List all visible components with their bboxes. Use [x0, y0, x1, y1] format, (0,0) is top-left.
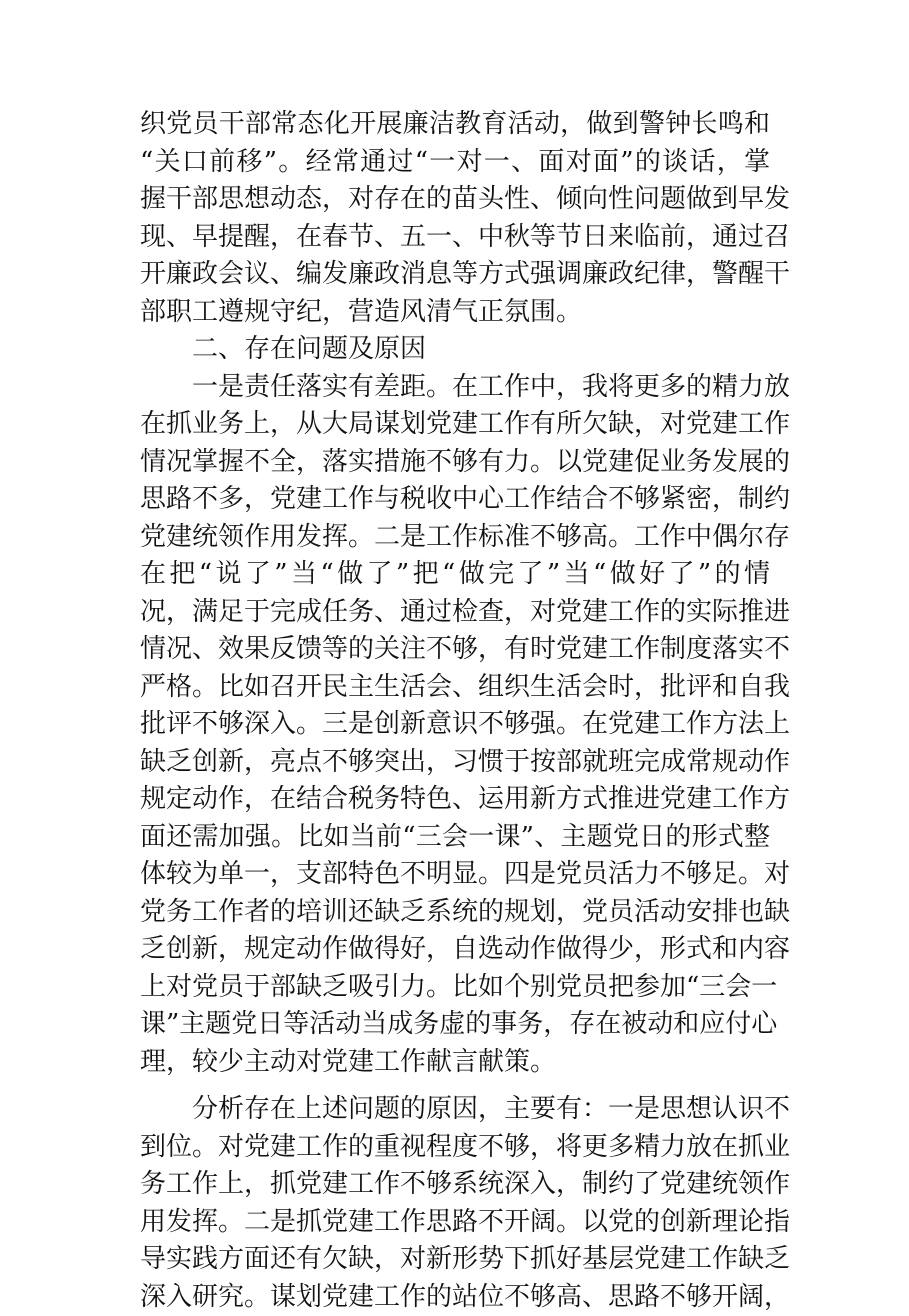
text-line: 情况、效果反馈等的关注不够，有时党建工作制度落实不: [140, 631, 770, 669]
text-line: 导实践方面还有欠缺，对新形势下抓好基层党建工作缺乏: [140, 1241, 770, 1279]
section-heading: [140, 331, 770, 369]
section-heading-text: 二、存在问题及原因: [140, 331, 770, 369]
text-line: 体较为单一，支部特色不明显。四是党员活力不够足。对: [140, 856, 770, 894]
paragraph-integrity-education: [140, 106, 770, 331]
text-line: 情况掌握不全，落实措施不够有力。以党建促业务发展的: [140, 444, 770, 482]
text-line: 务工作上，抓党建工作不够系统深入，制约了党建统领作: [140, 1166, 770, 1204]
text-line: 用发挥。二是抓党建工作思路不开阔。以党的创新理论指: [140, 1204, 770, 1242]
text-line: 握干部思想动态，对存在的苗头性、倾向性问题做到早发: [140, 181, 770, 219]
paragraph-causes: [140, 1091, 770, 1316]
text-line: 上对党员于部缺乏吸引力。比如个别党员把参加“三会一: [140, 969, 770, 1007]
text-line: 乏创新，规定动作做得好，自选动作做得少，形式和内容: [140, 931, 770, 969]
text-line: 织党员干部常态化开展廉洁教育活动，做到警钟长鸣和: [140, 106, 770, 144]
text-line: 党务工作者的培训还缺乏系统的规划，党员活动安排也缺: [140, 894, 770, 932]
text-line: 批评不够深入。三是创新意识不够强。在党建工作方法上: [140, 706, 770, 744]
text-line: 面还需加强。比如当前“三会一课”、主题党日的形式整: [140, 819, 770, 857]
text-line: 课”主题党日等活动当成务虚的事务，存在被动和应付心: [140, 1006, 770, 1044]
text-line: 党建统领作用发挥。二是工作标准不够高。工作中偶尔存: [140, 519, 770, 557]
paragraph-problems: [140, 369, 770, 1082]
text-line: 部职工遵规守纪，营造风清气正氛围。: [140, 294, 770, 332]
text-line: 到位。对党建工作的重视程度不够，将更多精力放在抓业: [140, 1129, 770, 1167]
text-line: 分析存在上述问题的原因，主要有：一是思想认识不: [140, 1091, 770, 1129]
text-line: 深入研究。谋划党建工作的站位不够高、思路不够开阔，: [140, 1279, 770, 1316]
text-line: 一是责任落实有差距。在工作中，我将更多的精力放: [140, 369, 770, 407]
text-line: 在抓业务上，从大局谋划党建工作有所欠缺，对党建工作: [140, 406, 770, 444]
text-line: 规定动作，在结合税务特色、运用新方式推进党建工作方: [140, 781, 770, 819]
text-line: 理，较少主动对党建工作献言献策。: [140, 1044, 770, 1082]
text-line: “关口前移”。经常通过“一对一、面对面”的谈话，掌: [140, 144, 770, 182]
text-line: 缺乏创新，亮点不够突出，习惯于按部就班完成常规动作: [140, 744, 770, 782]
text-line: 思路不多，党建工作与税收中心工作结合不够紧密，制约: [140, 481, 770, 519]
text-line: 况，满足于完成任务、通过检查，对党建工作的实际推进: [140, 594, 770, 632]
text-line: 现、早提醒，在春节、五一、中秋等节日来临前，通过召: [140, 219, 770, 257]
document-page: [140, 106, 770, 1316]
text-line: 严格。比如召开民主生活会、组织生活会时，批评和自我: [140, 669, 770, 707]
text-line: 在把“说了”当“做了”把“做完了”当“做好了”的情: [140, 556, 770, 594]
text-line: 开廉政会议、编发廉政消息等方式强调廉政纪律，警醒干: [140, 256, 770, 294]
